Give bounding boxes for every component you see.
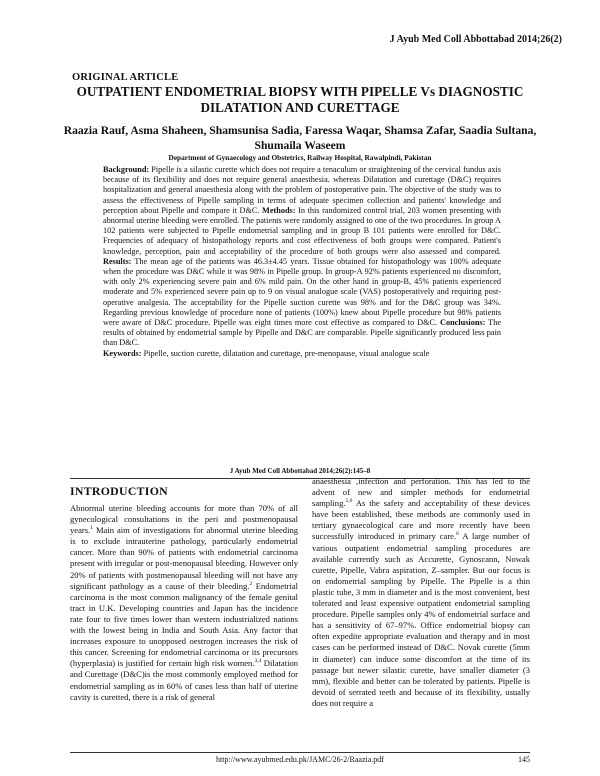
citation: J Ayub Med Coll Abbottabad 2014;26(2):145–8 xyxy=(229,467,371,475)
footer-url[interactable]: http://www.ayubmed.edu.pk/JAMC/26-2/Raazia.pdf xyxy=(216,755,384,764)
conclusions-text: The results of obtained by endometrial sample by Pipelle and D&C are comparable. Pipelle significantly produced less pain than D&C. xyxy=(103,318,501,348)
author-list: Raazia Rauf, Asma Shaheen, Shamsunisa Sadia, Faressa Waqar, Shamsa Zafar, Saadia Sultana, Shumaila Waseem xyxy=(63,124,537,152)
introduction-right-column xyxy=(312,476,530,709)
intro-right-text-2: As the safety and acceptability of these devices have been established, these methods are commonly used in tertiary gynaecological care and more recently have been successfully introduced in primary care. xyxy=(312,498,530,542)
intro-left-text-2: Main aim of investigations for abnormal uterine bleeding is to exclude intrauterine pathology, particularly endometrial cancer. More than 90% of patients with endometrial carcinoma present with irregular or post-menopausal bleeding. However only 20% of patients with postmenopausal bleeding will not have any significant pathology as a cause of their bleeding. xyxy=(70,525,298,591)
intro-left-text-4: Dilatation and Curettage (D&C)is the most commonly employed method for endometrial sampling as in 60% of cases less than half of uterine cavity is curetted, there is a risk of general xyxy=(70,658,298,702)
conclusions-label: Conclusions: xyxy=(440,318,486,328)
keywords-text: Pipelle, suction curette, dilatation and curettage, pre-menopause, visual analogue scale xyxy=(141,348,430,358)
intro-left-text-1: Abnormal uterine bleeding accounts for more than 70% of all gynecological consultations in the peri and postmenopausal years. xyxy=(70,503,298,536)
methods-label: Methods: xyxy=(262,205,296,215)
methods-text: In this randomized control trial, 203 women presenting with abnormal uterine bleeding were enrolled. The patients were randomly assigned to one of the two procedures. In group A 102 patients were subjected to Pipelle endometrial sampling and in group B 101 patients were enrolled for D&C. Frequencies of adequacy of histopathology reports and cost effectiveness of both groups were compared. Patient's knowledge, perception, pain and acceptability of the procedure of both groups were also assessed and compared. xyxy=(103,205,501,256)
background-text: Pipelle is a silastic curette which does not require a tenaculum or straightening of the cervical fundus axis because of its flexibility and does not require general anaesthesia. whereas Dilatation and curettage (D&C) requires hospitalization and general anaesthesia along with the problem of postoperative pain. The objective of the study was to assess the effectiveness of Pipelle sampling in terms of adequate specimen collection and patients' knowledge and perception about Pipelle and compare it D&C. xyxy=(103,165,501,215)
affiliation: Department of Gynaecology and Obstetrics, Railway Hospital, Rawalpindi, Pakistan xyxy=(168,153,432,162)
introduction-heading: INTRODUCTION xyxy=(70,484,168,498)
background-label: Background: xyxy=(103,165,150,174)
intro-right-text-1: anaesthesia ,infection and perforation. This has led to the advent of new and simpler methods for endometrial sampling. xyxy=(312,476,530,509)
journal-header: J Ayub Med Coll Abbottabad 2014;26(2) xyxy=(389,34,562,45)
keywords-label: Keywords: xyxy=(103,348,142,358)
introduction-left-column xyxy=(70,503,298,703)
article-type: ORIGINAL ARTICLE xyxy=(72,72,179,83)
intro-right-text-3: A large number of various outpatient endometrial sampling procedures are available currently such as Accurette, Gynoscann, Nowak curette, Pipelle, Vabra aspiration, Z–sampler. But our focus is on endometrial sampling by Pipelle. The Pipelle is a thin plastic tube, 3 mm in diameter and is the most convenient, best tolerated and least expensive outpatient endometrial sampling procedure. Pipelle samples only 4% of endometrial surface and has a sensitivity of 67–97%. Office endometrial biopsy can often expedite appropriate evaluation and therapy and in most cases can be performed instead of D&C. Novak curette (5mm in diameter) can induce some discomfort at the time of its passage but newer silastic curette, have smaller diameter (3 mm), flexible and better can be tolerated by patients. Pipelle is devoid of serrated teeth and because of its flexibility, usually does not require a xyxy=(312,531,530,708)
reference-marker: 1 xyxy=(90,525,93,532)
results-label: Results: xyxy=(103,256,132,266)
reference-marker: 5,6 xyxy=(345,498,353,505)
reference-marker: 3,4 xyxy=(254,658,262,665)
article-title: OUTPATIENT ENDOMETRIAL BIOPSY WITH PIPELLE Vs DIAGNOSTIC DILATATION AND CURETTAGE xyxy=(76,84,524,115)
results-text: The mean age of the patients was 46.3±4.45 years. Tissue obtained for histopathology was 100% adequate when the procedure was D&C while it was 98% in Pipelle group. In group-A 92% patients experienced no discomfort, with only 2% experiencing severe pain and 6% mild pain. On the other hand in group-B, 45% patients experienced moderate and 5% experienced severe pain up to 9 on visual analogue scale (VAS) postoperatively and requiring post-operative analgesia. The acceptability for the Pipelle suction curette was 98% and for the D&C group was 34%. Regarding previous knowledge of procedure none of patients (100%) knew about Pipelle procedure but 98% patients were aware of D&C procedure. Pipelle was eight times more cost effective as compared to D&C. xyxy=(103,256,501,328)
intro-left-text-3: Endometrial carcinoma is the most common malignancy of the female genital tract in U.K. Developing countries and Japan has the incidence rate four to five times lower than western industrialized nations with the lowest being in India and South Asia. Any factor that increases exposure to unopposed oestrogen increases the risk of this cancer. Screening for endometrial carcinoma or its precursors (hyperplasia) is justified for certain high risk women. xyxy=(70,580,298,669)
page-number: 145 xyxy=(518,755,530,764)
reference-marker: 2 xyxy=(249,580,253,587)
reference-marker: 6 xyxy=(456,531,459,538)
abstract xyxy=(103,165,501,359)
footer-divider xyxy=(70,752,530,753)
